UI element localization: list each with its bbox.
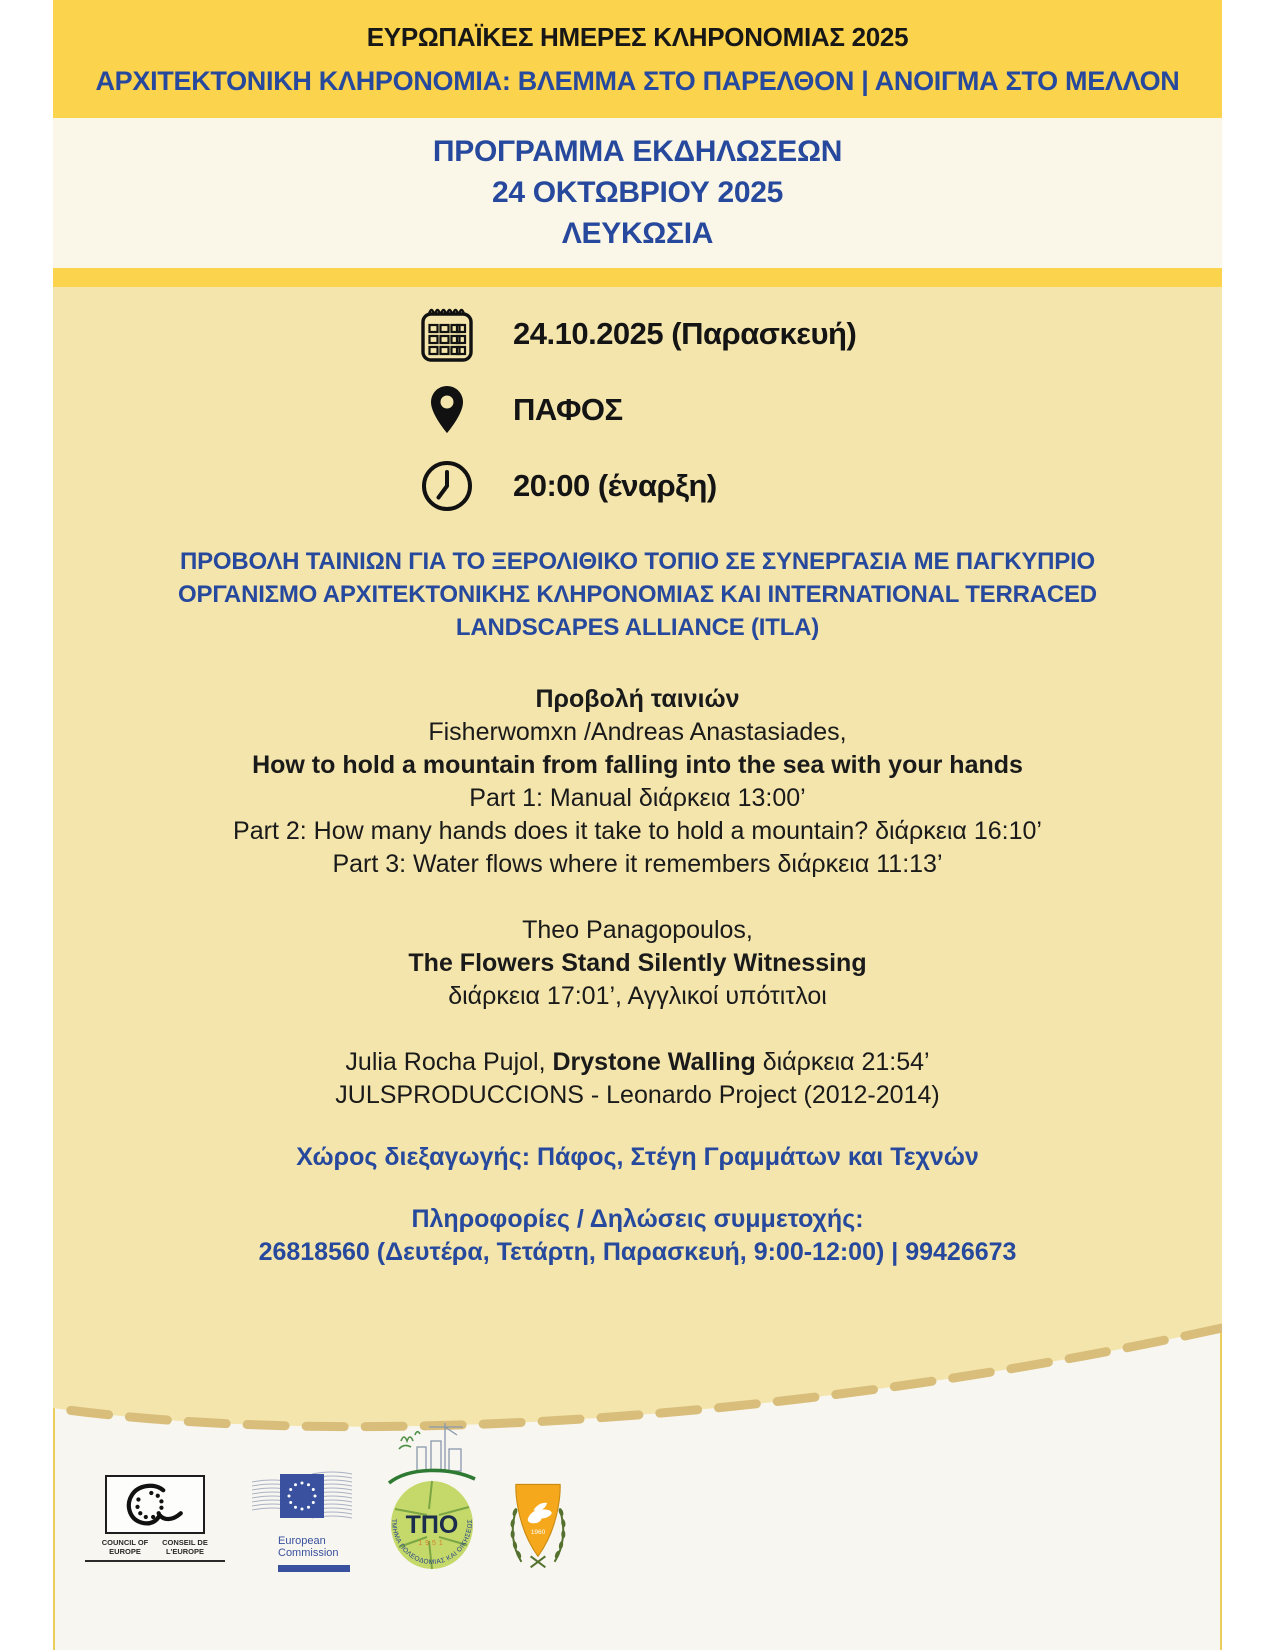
council-of-europe-caption — [85, 1539, 225, 1562]
film3-block — [53, 1046, 1222, 1112]
film2-details: διάρκεια 17:01’, Αγγλικοί υπότιτλοι — [448, 982, 827, 1010]
european-commission-caption-line2: Commission — [278, 1547, 339, 1559]
film2-block — [53, 914, 1222, 1013]
european-commission-caption-line1: European — [278, 1535, 326, 1547]
film-section-title: Προβολή ταινιών — [535, 685, 740, 713]
film3-duration: διάρκεια 21:54’ — [755, 1048, 930, 1076]
council-of-europe-caption-fr: CONSEIL DE L'EUROPE — [162, 1538, 208, 1556]
partner-logos — [85, 1419, 573, 1588]
film-program — [53, 683, 1222, 1112]
tpo-emblem-icon — [387, 1419, 477, 1583]
contact-phones: 26818560 (Δευτέρα, Τετάρτη, Παρασκευή, 9:00-12:00) | 99426673 — [258, 1238, 1017, 1266]
film3-line — [53, 1046, 1222, 1079]
film3-title: Drystone Walling — [552, 1048, 756, 1076]
event-location-row — [415, 379, 1222, 441]
event-info — [53, 287, 1222, 517]
program-title: ΠΡΟΓΡΑΜΜΑ ΕΚΔΗΛΩΣΕΩΝ — [432, 135, 843, 168]
program-banner — [53, 118, 1222, 268]
event-time-row — [415, 455, 1222, 517]
venue-line: Χώρος διεξαγωγής: Πάφος, Στέγη Γραμμάτων και Τεχνών — [296, 1143, 979, 1171]
calendar-icon — [415, 304, 479, 364]
european-commission-bar — [278, 1565, 350, 1572]
event-location: ΠΑΦΟΣ — [513, 392, 623, 427]
contact-block — [53, 1203, 1222, 1269]
event-theme-subtitle: ΑΡΧΙΤΕΚΤΟΝΙΚΗ ΚΛΗΡΟΝΟΜΙΑ: ΒΛΕΜΜΑ ΣΤΟ ΠΑΡΕΛΘΟΝ | ΑΝΟΙΓΜΑ ΣΤΟ ΜΕΛΛΟΝ — [95, 65, 1180, 96]
screening-intro-line: ΠΡΟΒΟΛΗ ΤΑΙΝΙΩΝ ΓΙΑ ΤΟ ΞΕΡΟΛΙΘΙΚΟ ΤΟΠΙΟ ΣΕ ΣΥΝΕΡΓΑΣΙΑ ΜΕ ΠΑΓΚΥΠΡΙΟ — [179, 548, 1096, 575]
european-commission-caption — [278, 1535, 354, 1559]
event-body — [53, 287, 1222, 1300]
header-banner — [53, 0, 1222, 118]
event-series-title: ΕΥΡΩΠΑΪΚΕΣ ΗΜΕΡΕΣ ΚΛΗΡΟΝΟΜΙΑΣ 2025 — [366, 21, 909, 52]
film2-title: The Flowers Stand Silently Witnessing — [408, 949, 867, 977]
event-date-row — [415, 303, 1222, 365]
tpo-acronym: ΤΠΟ — [405, 1511, 459, 1539]
film1-part2: Part 2: How many hands does it take to hold a mountain? διάρκεια 16:10’ — [233, 817, 1042, 845]
cyprus-emblem-icon — [503, 1477, 573, 1573]
screening-intro-line: LANDSCAPES ALLIANCE (ITLA) — [455, 614, 820, 641]
event-time: 20:00 (έναρξη) — [513, 468, 717, 503]
tpo-logo — [387, 1419, 477, 1588]
clock-icon — [415, 459, 479, 513]
film1-part1: Part 1: Manual διάρκεια 13:00’ — [469, 784, 806, 812]
film1-part3: Part 3: Water flows where it remembers διάρκεια 11:13’ — [332, 850, 943, 878]
film1-credit: Fisherwomxn /Andreas Anastasiades, — [428, 718, 847, 746]
tpo-ring-text: ΤΜΗΜΑ ΠΟΛΕΟΔΟΜΙΑΣ ΚΑΙ ΟΙΚΗΣΕΩΣ — [389, 1518, 475, 1567]
council-of-europe-emblem-icon — [105, 1475, 205, 1534]
location-pin-icon — [415, 385, 479, 435]
footer-area — [53, 1300, 1222, 1650]
screening-intro-line: ΟΡΓΑΝΙΣΜΟ ΑΡΧΙΤΕΚΤΟΝΙΚΗΣ ΚΛΗΡΟΝΟΜΙΑΣ ΚΑΙ INTERNATIONAL TERRACED — [178, 581, 1097, 608]
cyprus-year: 1960 — [530, 1529, 546, 1537]
council-of-europe-caption-en: COUNCIL OF EUROPE — [101, 1538, 149, 1556]
event-date: 24.10.2025 (Παρασκευή) — [513, 316, 857, 351]
cyprus-emblem-logo — [503, 1477, 573, 1578]
film3-credit: Julia Rocha Pujol, — [345, 1048, 553, 1076]
european-commission-emblem-icon — [250, 1468, 354, 1526]
content-column — [53, 0, 1222, 1650]
film1-title: How to hold a mountain from falling into the sea with your hands — [252, 751, 1023, 779]
yellow-separator — [53, 268, 1222, 287]
european-commission-logo — [250, 1468, 354, 1572]
film2-credit: Theo Panagopoulos, — [522, 916, 753, 944]
screening-intro — [53, 545, 1222, 644]
tpo-year: 1951 — [418, 1540, 446, 1547]
contact-title: Πληροφορίες / Δηλώσεις συμμετοχής: — [411, 1205, 864, 1233]
program-date: 24 ΟΚΤΩΒΡΙΟΥ 2025 — [491, 176, 784, 209]
program-city: ΛΕΥΚΩΣΙΑ — [561, 217, 714, 250]
council-of-europe-logo — [85, 1475, 225, 1562]
film3-production: JULSPRODUCCIONS - Leonardo Project (2012-2014) — [335, 1081, 940, 1109]
